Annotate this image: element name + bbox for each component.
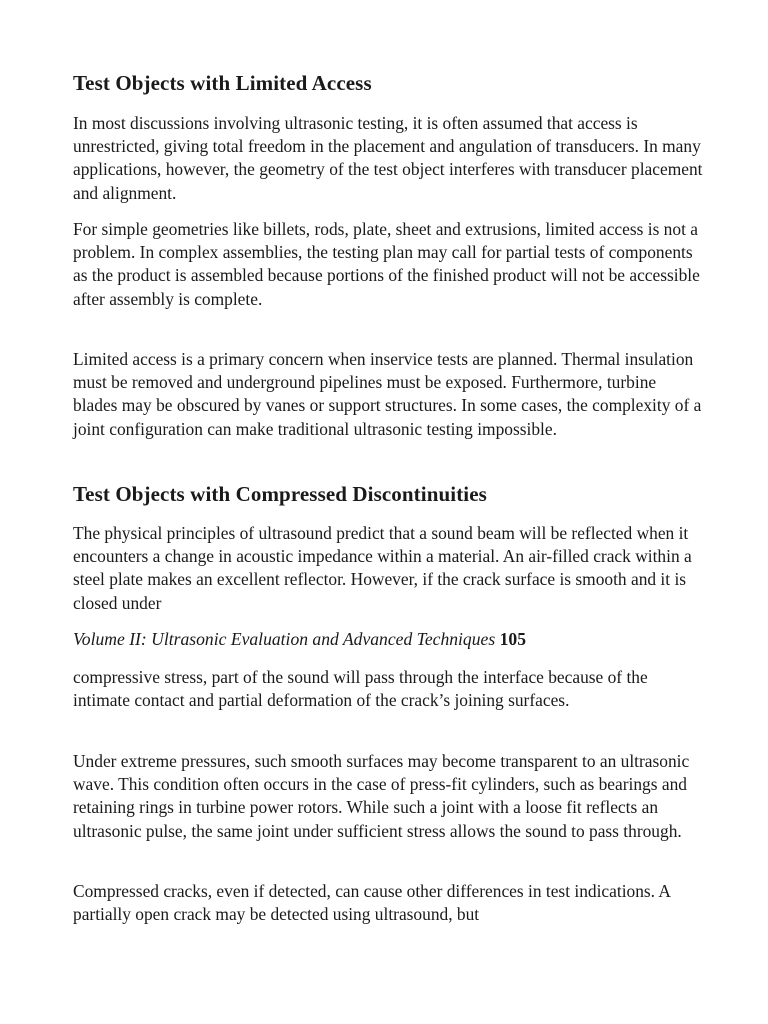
paragraph-extreme-pressures: Under extreme pressures, such smooth surfaces may become transparent to an ultrasonic wave. This condition often occurs in the case of press-fit cylinders, such as bearings and retaining rings in turbine power rotors. While such a joint with a loose fit reflects an ultrasonic pulse, the same joint under sufficient stress allows the sound to pass through. (73, 751, 690, 841)
paragraph-inservice-tests: Limited access is a primary concern when inservice tests are planned. Thermal insulation must be removed and underground pipelines must be exposed. Furthermore, turbine blades may be obscured by vanes or support structures. In some cases, the complexity of a joint configuration can make traditional ultrasonic testing impossible. (73, 349, 702, 439)
paragraph-simple-geometries: For simple geometries like billets, rods, plate, sheet and extrusions, limited access is not a problem. In complex assemblies, the testing plan may call for partial tests of components as the product is assembled because portions of the finished product will not be accessible after assembly is complete. (73, 219, 700, 309)
section-heading-limited-access: Test Objects with Limited Access (73, 71, 372, 95)
page-footer (73, 627, 526, 651)
paragraph-limited-access-intro: In most discussions involving ultrasonic testing, it is often assumed that access is unrestricted, giving total freedom in the placement and angulation of transducers. In many applications, however, the geometry of the test object interferes with transducer placement and alignment. (73, 113, 703, 203)
paragraph-compressed-cracks: Compressed cracks, even if detected, can cause other differences in test indications. A partially open crack may be detected using ultrasound, but (73, 881, 671, 925)
paragraph-compressive-stress: compressive stress, part of the sound will pass through the interface because of the intimate contact and partial deformation of the crack’s joining surfaces. (73, 667, 648, 711)
footer-book-title: Volume II: Ultrasonic Evaluation and Advanced Techniques (73, 629, 496, 649)
section-heading-compressed-discontinuities: Test Objects with Compressed Discontinuities (73, 482, 487, 506)
footer-page-number: 105 (499, 629, 526, 649)
paragraph-physical-principles: The physical principles of ultrasound predict that a sound beam will be reflected when it encounters a change in acoustic impedance within a material. An air-filled crack within a steel plate makes an excellent reflector. However, if the crack surface is smooth and it is closed under (73, 523, 692, 613)
